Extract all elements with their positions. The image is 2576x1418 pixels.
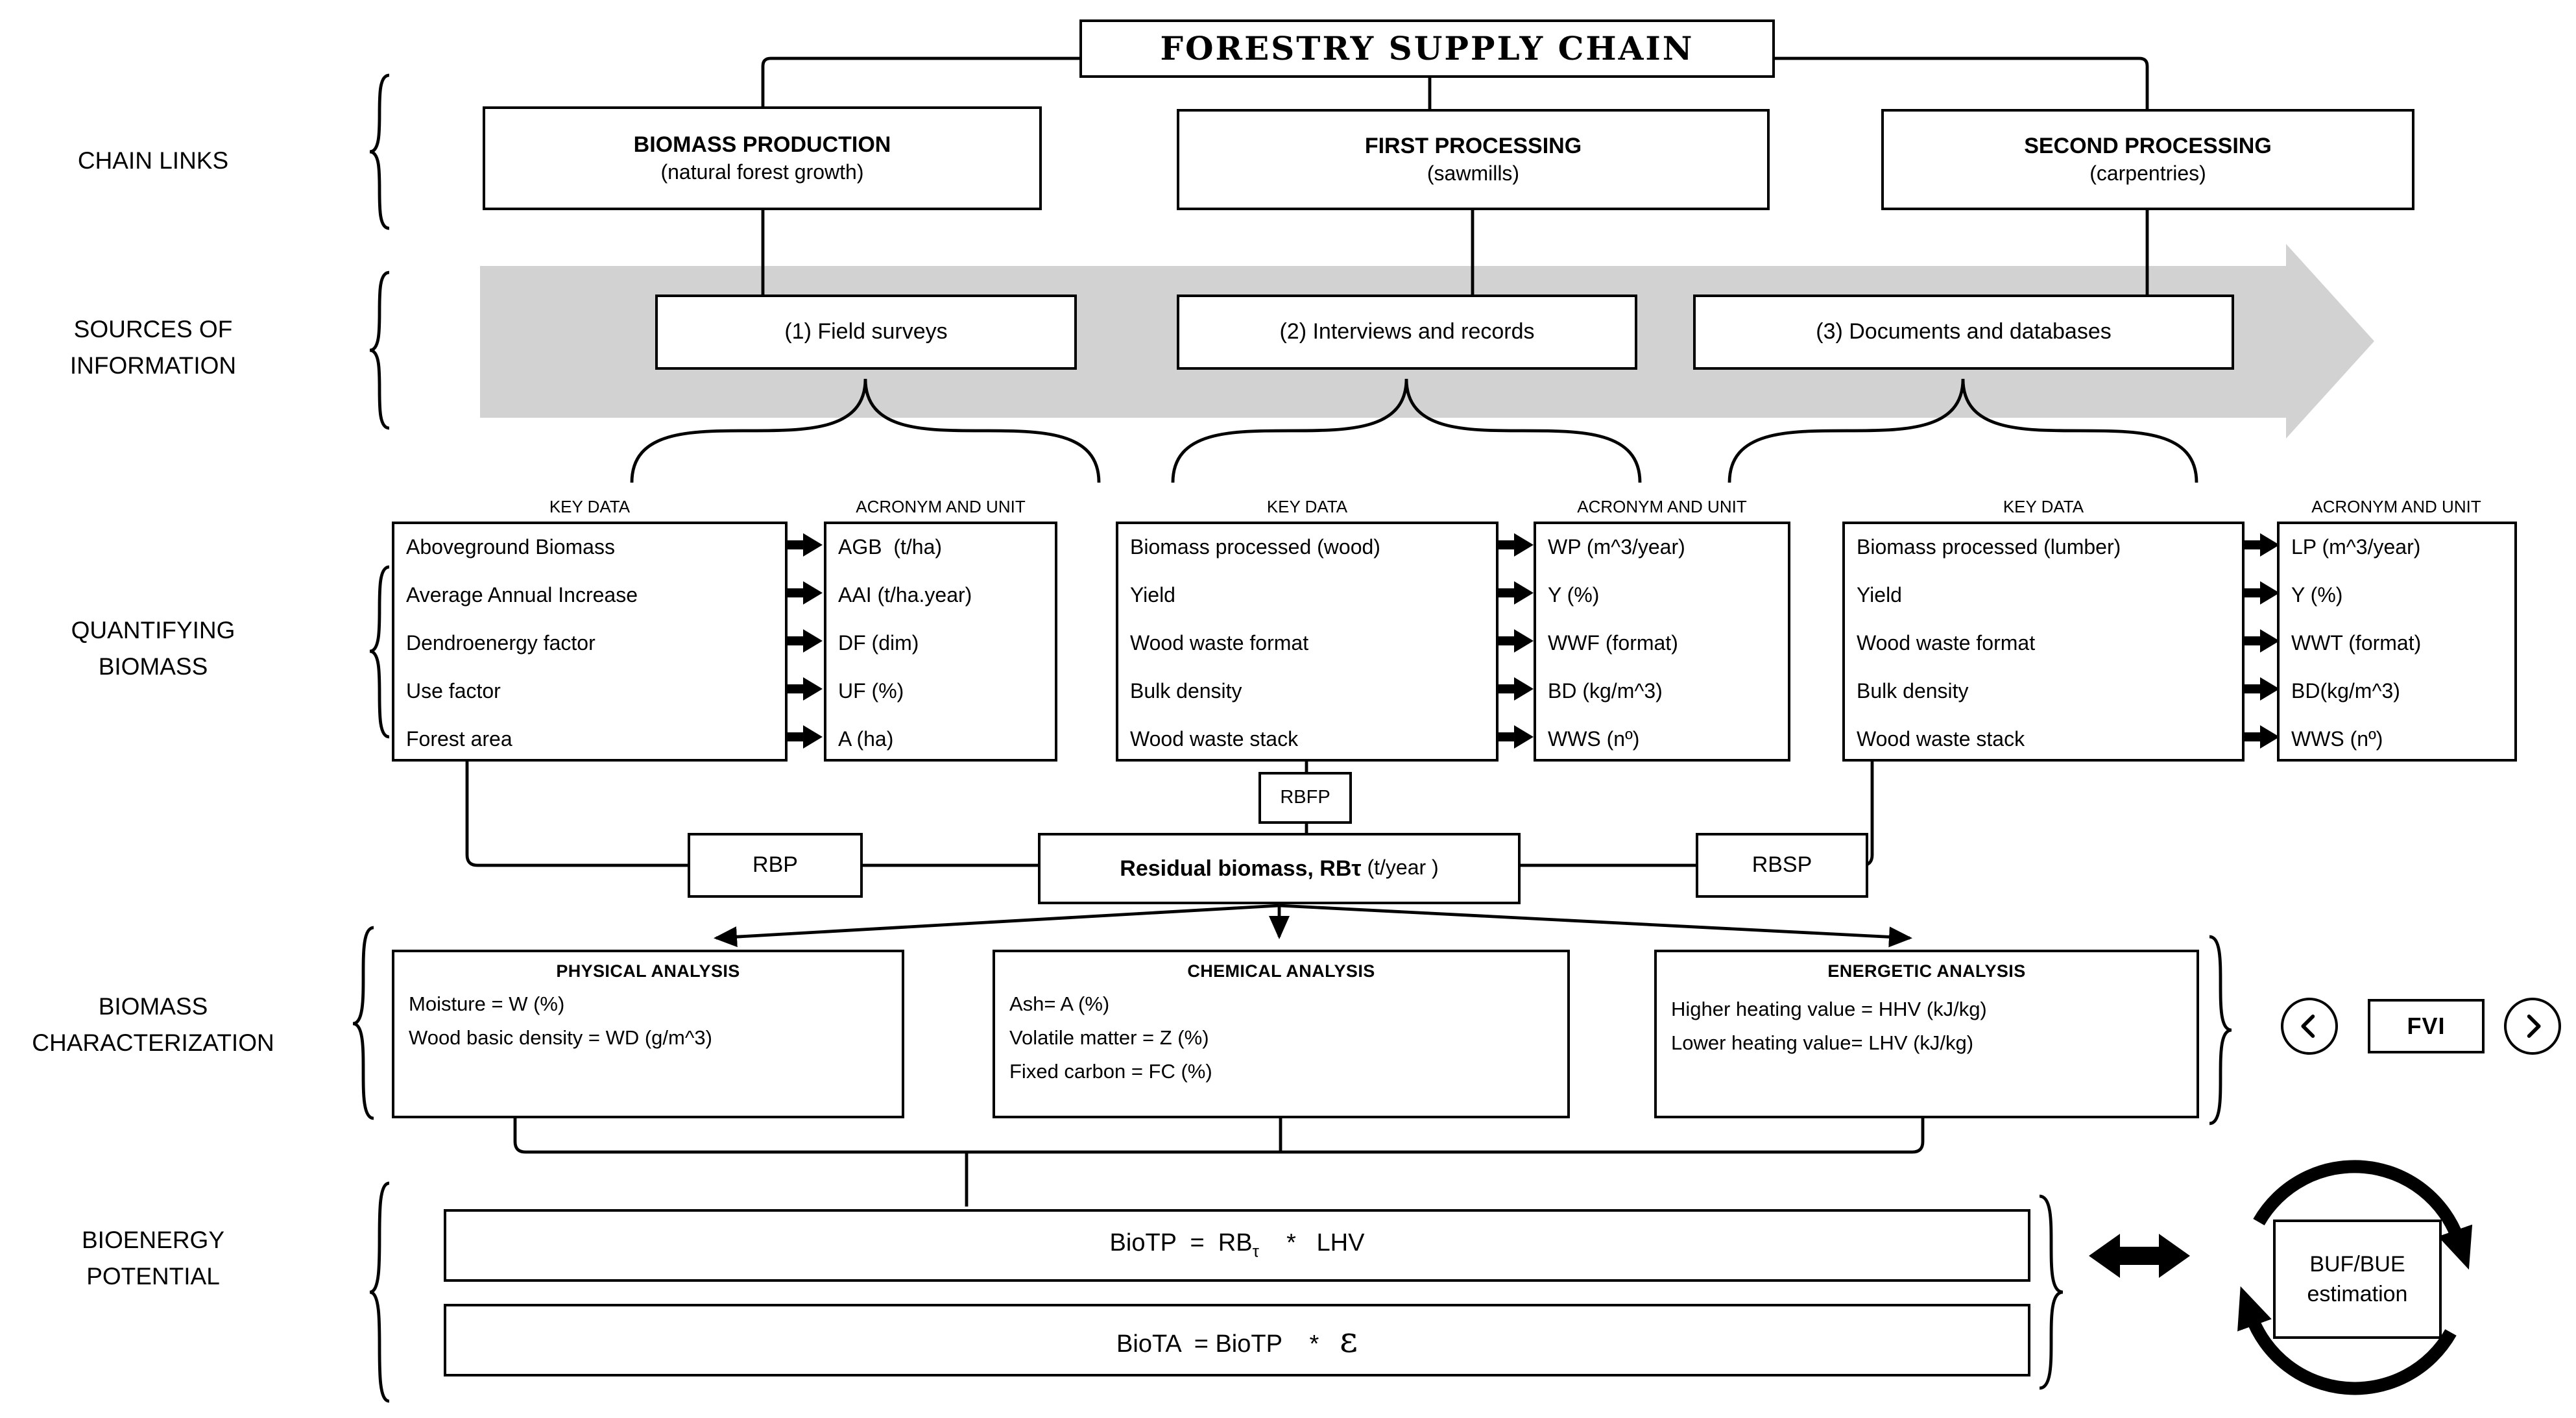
brace-right-characterization <box>2209 937 2232 1124</box>
key-data-item: Wood waste format <box>1857 633 2036 655</box>
chain-link-second-processing <box>1881 109 2414 210</box>
key-data-item: Wood waste stack <box>1857 729 2025 751</box>
epsilon-symbol: ε <box>1339 1320 1358 1360</box>
eq-text: BioTP = RB <box>1109 1230 1253 1258</box>
acronym-item: AGB (t/ha) <box>838 537 943 559</box>
chevron-left-icon <box>2293 1009 2326 1043</box>
brace-quantifying <box>370 567 389 737</box>
key-data-header-2: KEY DATA <box>1266 497 1348 516</box>
chain-link-title: SECOND PROCESSING <box>2024 133 2272 158</box>
chain-link-subtitle: (natural forest growth) <box>660 162 864 184</box>
key-data-item: Use factor <box>406 681 501 703</box>
energetic-analysis-box <box>1654 950 2199 1118</box>
key-data-item: Wood waste format <box>1130 633 1309 655</box>
acronym-item: Y (%) <box>1548 585 1600 607</box>
source-field-surveys <box>655 294 1077 370</box>
rbfp-box <box>1258 772 1352 824</box>
chain-link-title: FIRST PROCESSING <box>1364 133 1582 158</box>
key-data-item: Biomass processed (lumber) <box>1857 537 2121 559</box>
fvi-label-box <box>2368 999 2485 1053</box>
rbp-box <box>688 833 863 898</box>
biota-equation-box <box>444 1304 2030 1376</box>
row-label-line: POTENTIAL <box>86 1262 220 1290</box>
acronym-item: WWS (nº) <box>1548 729 1640 751</box>
acronym-item: WP (m^3/year) <box>1548 537 1685 559</box>
key-data-header-3: KEY DATA <box>2003 497 2084 516</box>
acronym-header-3: ACRONYM AND UNIT <box>2311 497 2481 516</box>
diagram-title <box>1079 19 1775 78</box>
row-label-line: BIOMASS <box>98 653 208 680</box>
brace-right-bioenergy <box>2040 1196 2063 1388</box>
source-label: (1) Field surveys <box>784 319 948 344</box>
chevron-right-icon <box>2516 1009 2549 1043</box>
analysis-title: ENERGETIC ANALYSIS <box>1827 961 2026 981</box>
acronym-header-2: ACRONYM AND UNIT <box>1577 497 1747 516</box>
brace-chain-links <box>370 75 389 228</box>
rbsp-box <box>1696 833 1868 898</box>
row-label-line: CHAIN LINKS <box>77 147 229 174</box>
key-data-box-second-processing <box>1842 522 2245 762</box>
eq-subscript: τ <box>1252 1241 1259 1261</box>
analysis-line: Ash= A (%) <box>1009 994 1110 1016</box>
biota-equation <box>1116 1320 1358 1360</box>
row-label-characterization <box>0 989 306 1061</box>
acronym-item: Y (%) <box>2291 585 2343 607</box>
chemical-analysis-box <box>993 950 1570 1118</box>
key-data-header-1: KEY DATA <box>549 497 631 516</box>
chain-link-subtitle: (carpentries) <box>2089 163 2206 185</box>
acronym-item: WWS (nº) <box>2291 729 2383 751</box>
buf-bue-line: estimation <box>2307 1282 2408 1306</box>
key-data-item: Biomass processed (wood) <box>1130 537 1380 559</box>
analysis-title: PHYSICAL ANALYSIS <box>556 961 740 981</box>
fvi-label: FVI <box>2407 1013 2446 1039</box>
biotp-equation-box <box>444 1209 2030 1282</box>
analysis-line: Fixed carbon = FC (%) <box>1009 1061 1212 1083</box>
rbp-label: RBP <box>752 852 798 877</box>
acronym-box-first-processing <box>1534 522 1790 762</box>
diagram-title-text: FORESTRY SUPPLY CHAIN <box>1160 30 1694 67</box>
chain-link-subtitle: (sawmills) <box>1426 163 1520 185</box>
key-data-item: Average Annual Increase <box>406 585 638 607</box>
key-data-box-first-processing <box>1116 522 1499 762</box>
acronym-item: WWF (format) <box>1548 633 1678 655</box>
key-data-item: Wood waste stack <box>1130 729 1299 751</box>
chain-link-biomass-production <box>483 106 1042 210</box>
analysis-line: Volatile matter = Z (%) <box>1009 1027 1209 1050</box>
prev-button[interactable] <box>2281 998 2338 1055</box>
row-label-line: QUANTIFYING <box>71 616 235 643</box>
key-data-item: Yield <box>1857 585 1902 607</box>
row-label-line: SOURCES OF <box>73 315 233 342</box>
key-data-box-production <box>392 522 788 762</box>
source-label: (2) Interviews and records <box>1279 319 1535 344</box>
rbfp-label: RBFP <box>1280 787 1330 808</box>
row-label-line: CHARACTERIZATION <box>32 1029 274 1056</box>
biotp-equation <box>1110 1230 1365 1261</box>
key-data-item: Bulk density <box>1857 681 1969 703</box>
source-documents-databases <box>1693 294 2234 370</box>
acronym-box-production <box>824 522 1057 762</box>
fan-arrow-lines <box>716 906 1910 938</box>
row-label-bioenergy <box>0 1222 306 1295</box>
acronym-item: UF (%) <box>838 681 904 703</box>
acronym-header-1: ACRONYM AND UNIT <box>856 497 1026 516</box>
chain-link-title: BIOMASS PRODUCTION <box>633 132 891 156</box>
acronym-item: A (ha) <box>838 729 894 751</box>
analysis-line: Moisture = W (%) <box>409 994 565 1016</box>
analysis-line: Wood basic density = WD (g/m^3) <box>409 1027 712 1050</box>
acronym-item: BD (kg/m^3) <box>1548 681 1663 703</box>
buf-bue-line: BUF/BUE <box>2309 1252 2405 1277</box>
brace-characterization <box>353 928 374 1118</box>
analysis-line: Lower heating value= LHV (kJ/kg) <box>1671 1033 1974 1055</box>
double-arrow-icon <box>2089 1234 2190 1278</box>
acronym-item: LP (m^3/year) <box>2291 537 2421 559</box>
next-button[interactable] <box>2504 998 2561 1055</box>
residual-biomass-box <box>1038 833 1521 904</box>
row-label-sources <box>0 311 306 384</box>
row-label-line: INFORMATION <box>69 352 237 379</box>
key-data-item: Yield <box>1130 585 1175 607</box>
residual-biomass-unit: (t/year ) <box>1361 857 1439 879</box>
source-interviews-records <box>1177 294 1637 370</box>
chain-link-first-processing <box>1177 109 1770 210</box>
source-label: (3) Documents and databases <box>1816 319 2112 344</box>
acronym-item: BD(kg/m^3) <box>2291 681 2400 703</box>
key-data-item: Forest area <box>406 729 512 751</box>
row-label-chain-links <box>0 143 306 179</box>
row-label-line: BIOMASS <box>98 992 208 1020</box>
row-label-quantifying <box>0 612 306 685</box>
rbsp-label: RBSP <box>1751 852 1812 877</box>
analysis-title: CHEMICAL ANALYSIS <box>1187 961 1375 981</box>
brace-sources <box>370 272 389 428</box>
acronym-item: WWT (format) <box>2291 633 2422 655</box>
brace-bioenergy <box>370 1183 389 1401</box>
row-label-line: BIOENERGY <box>82 1226 224 1253</box>
buf-bue-box <box>2273 1220 2442 1339</box>
acronym-item: DF (dim) <box>838 633 919 655</box>
physical-analysis-box <box>392 950 904 1118</box>
residual-biomass-label: Residual biomass, RBτ <box>1120 856 1362 880</box>
key-data-item: Aboveground Biomass <box>406 537 615 559</box>
key-data-item: Bulk density <box>1130 681 1242 703</box>
key-data-item: Dendroenergy factor <box>406 633 596 655</box>
acronym-box-second-processing <box>2277 522 2517 762</box>
analysis-line: Higher heating value = HHV (kJ/kg) <box>1671 999 1987 1021</box>
eq-text: BioTA = BioTP * <box>1116 1330 1340 1358</box>
eq-text: * LHV <box>1258 1230 1365 1258</box>
acronym-item: AAI (t/ha.year) <box>838 585 972 607</box>
